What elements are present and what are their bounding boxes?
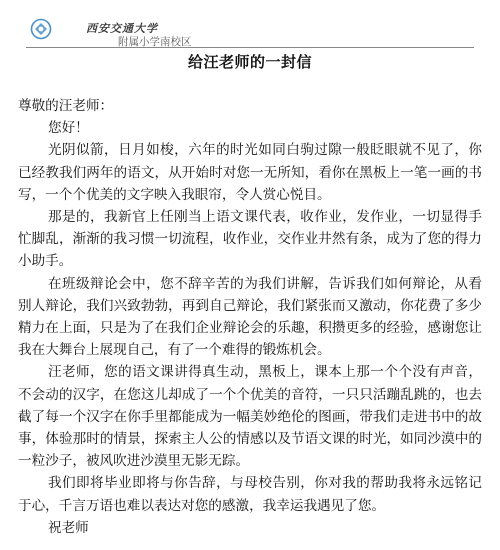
letter-paragraph: 光阴似箭，日月如梭，六年的时光如同白驹过隙一般眨眼就不见了，你已经教我们两年的语文，从开始时对您一无所知，看你在黑板上一笔一画的书写，一个个优美的文字映入我眼帘，令人赏心悦目。 xyxy=(18,142,482,203)
letter-body xyxy=(18,95,482,539)
letter-greeting: 您好！ xyxy=(48,120,89,137)
header-divider xyxy=(26,47,474,48)
university-name: 西安交通大学 xyxy=(86,22,158,35)
letter-paragraph: 汪老师，您的语文课讲得真生动，黑板上，课本上那一个个没有声音，不会动的汉字，在您这儿却成了一个个优美的音符，一只只活蹦乱跳的，也去截了每一个汉字在你手里都能成为一幅美妙绝伦的图画，带我们走进书中的故事，体验那时的情景，探索主人公的情感以及节语文课的时光，如同沙漠中的一粒沙子，被风吹进沙漠里无影无踪。 xyxy=(18,364,482,470)
page-header xyxy=(26,14,474,48)
letter-salutation: 尊敬的汪老师： xyxy=(18,98,114,114)
letter-paragraph: 我们即将毕业即将与你告辞，与母校告别，你对我的帮助我将永远铭记于心，千言万语也难以表达对您的感激，我幸运我遇见了您。 xyxy=(18,475,482,514)
university-logo-icon xyxy=(30,18,52,40)
school-name: 附属小学南校区 xyxy=(118,36,192,48)
letter-closing: 祝老师 xyxy=(48,519,89,536)
letter-title: 给汪老师的一封信 xyxy=(187,53,312,71)
letter-paragraph: 在班级辩论会中，您不辞辛苦的为我们讲解，告诉我们如何辩论，从看别人辩论，我们兴致勃勃，再到自己辩论，我们紧张而又激动，你花费了多少精力在上面，只是为了在我们企业辩论会的乐趣，积攒更多的经验，感谢您让我在大舞台上展现自己，有了一个难得的锻炼机会。 xyxy=(18,275,482,359)
letter-paragraph: 那是的，我新官上任刚当上语文课代表，收作业，发作业，一切显得手忙脚乱，渐渐的我习惯一切流程，收作业，交作业井然有条，成为了您的得力小助手。 xyxy=(18,209,482,270)
